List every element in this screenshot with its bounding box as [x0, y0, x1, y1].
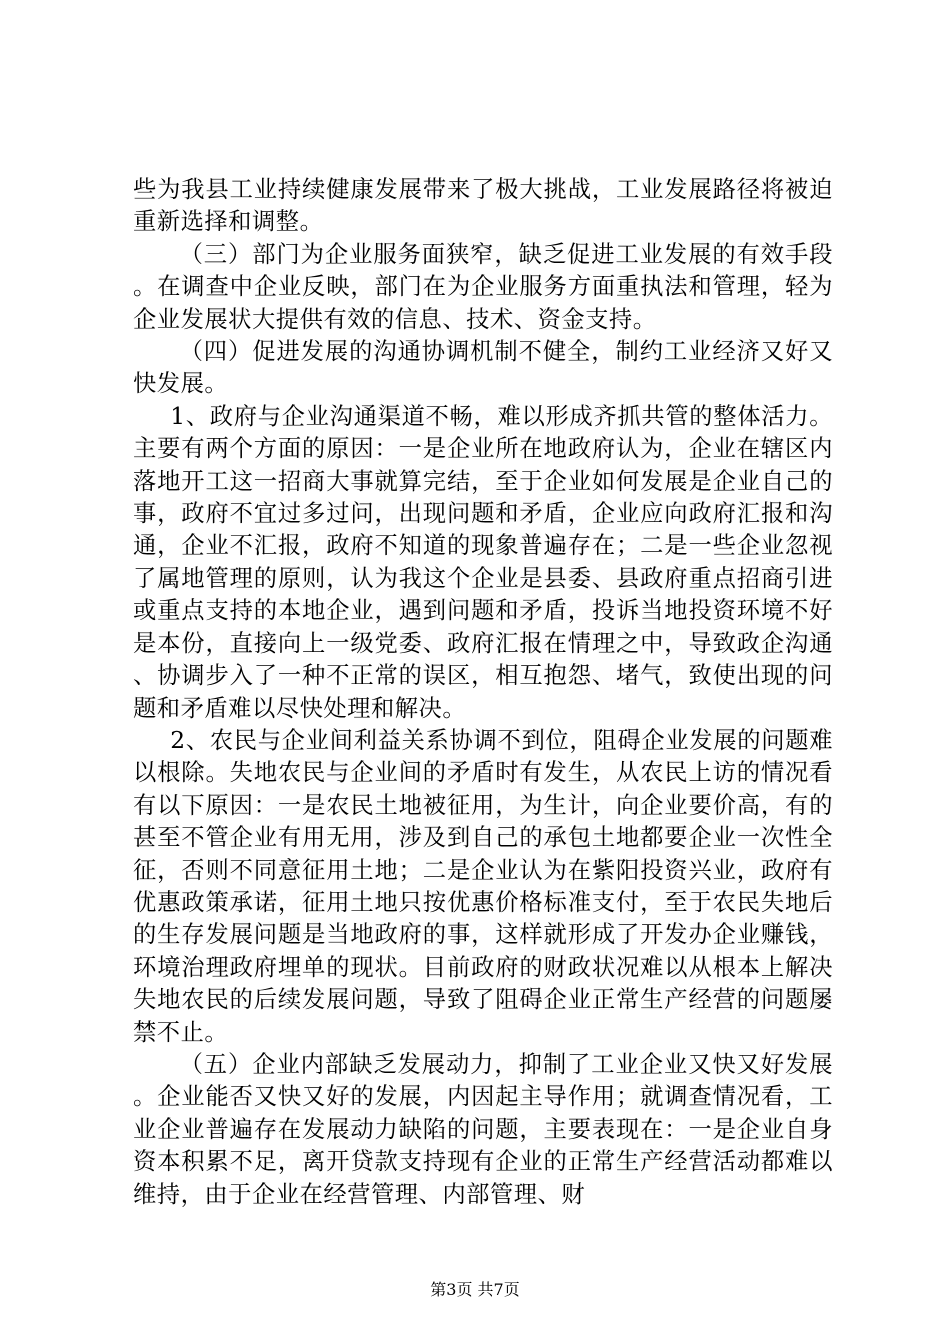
document-body	[133, 174, 833, 1211]
page-number-label: 第3页 共7页	[430, 1280, 520, 1299]
paragraph-section-3: （三）部门为企业服务面狭窄，缺乏促进工业发展的有效手段。在调查中企业反映，部门在为企业服务方面重执法和管理，轻为企业发展状大提供有效的信息、技术、资金支持。	[133, 240, 833, 333]
paragraph-continuation: 些为我县工业持续健康发展带来了极大挑战，工业发展路径将被迫重新选择和调整。	[133, 176, 833, 236]
paragraph-item-2: 2、农民与企业间利益关系协调不到位，阻碍企业发展的问题难以根除。失地农民与企业间的矛盾时有发生，从农民上访的情况看有以下原因：一是农民土地被征用，为生计，向企业要价高，有的甚至不管企业有用无用，涉及到自己的承包土地都要企业一次性全征，否则不同意征用土地；二是企业认为在紫阳投资兴业，政府有优惠政策承诺，征用土地只按优惠价格标准支付，至于农民失地后的生存发展问题是当地政府的事，这样就形成了开发办企业赚钱，环境治理政府埋单的现状。目前政府的财政状况难以从根本上解决失地农民的后续发展问题，导致了阻碍企业正常生产经营的问题屡禁不止。	[133, 726, 833, 1046]
paragraph-section-5: （五）企业内部缺乏发展动力，抑制了工业企业又快又好发展。企业能否又快又好的发展，内因起主导作用；就调查情况看，工业企业普遍存在发展动力缺陷的问题，主要表现在：一是企业自身资本积累不足，离开贷款支持现有企业的正常生产经营活动都难以维持，由于企业在经营管理、内部管理、财	[133, 1050, 833, 1208]
paragraph-item-1: 1、政府与企业沟通渠道不畅，难以形成齐抓共管的整体活力。主要有两个方面的原因：一是企业所在地政府认为，企业在辖区内落地开工这一招商大事就算完结，至于企业如何发展是企业自己的事，政府不宜过多过问，出现问题和矛盾，企业应向政府汇报和沟通，企业不汇报，政府不知道的现象普遍存在；二是一些企业忽视了属地管理的原则，认为我这个企业是县委、县政府重点招商引进或重点支持的本地企业，遇到问题和矛盾，投诉当地投资环境不好是本份，直接向上一级党委、政府汇报在情理之中，导致政企沟通、协调步入了一种不正常的误区，相互抱怨、堵气，致使出现的问题和矛盾难以尽快处理和解决。	[133, 402, 833, 722]
page-footer	[0, 1280, 950, 1300]
paragraph-section-4: （四）促进发展的沟通协调机制不健全，制约工业经济又好又快发展。	[133, 338, 833, 398]
